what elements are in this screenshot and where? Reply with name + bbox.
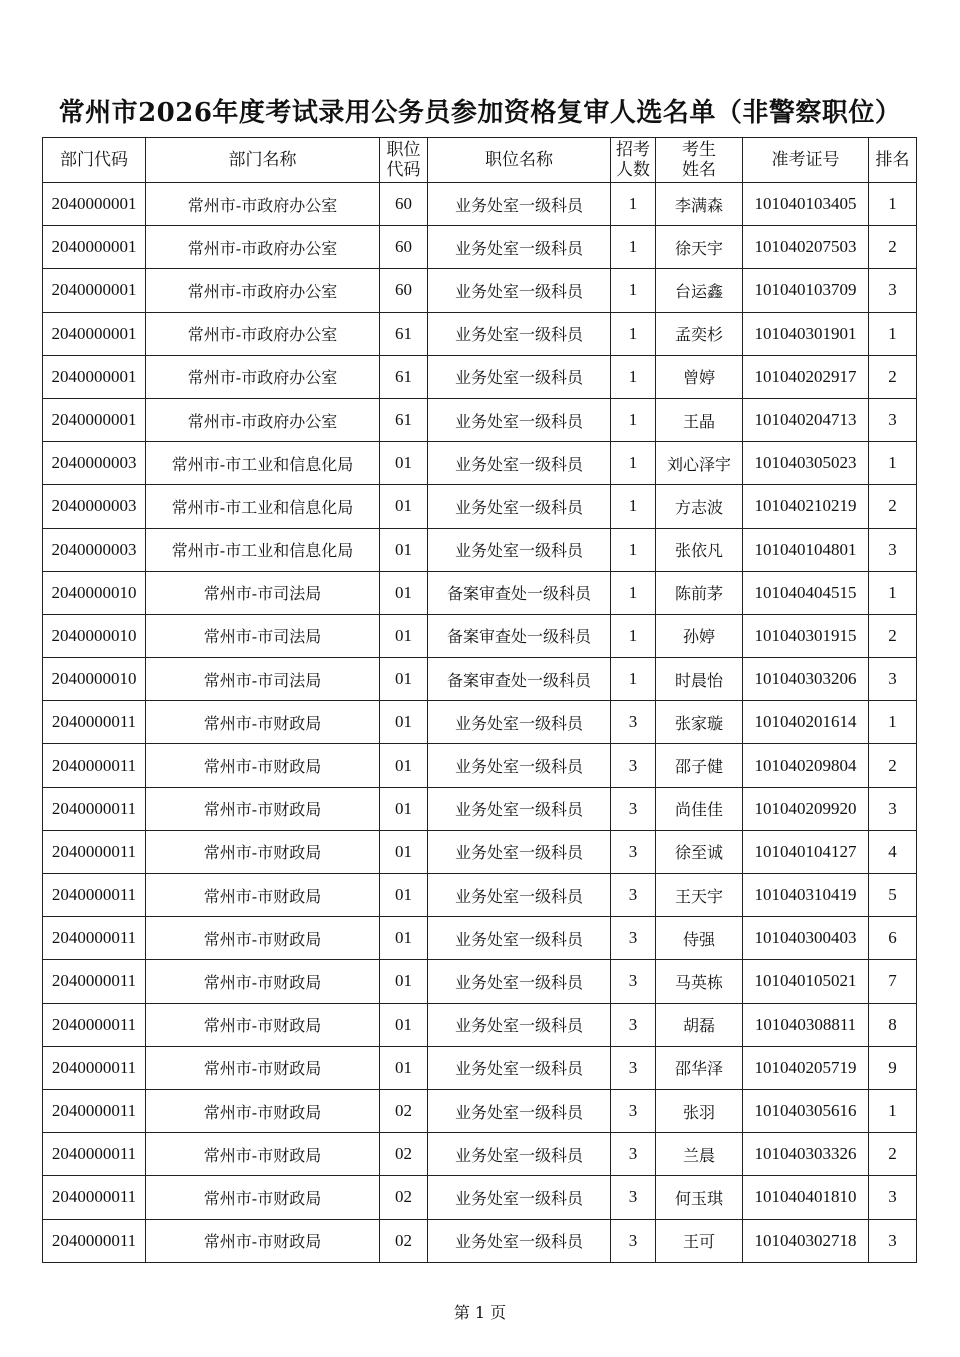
cell-candidate-name: 王晶 <box>656 398 743 441</box>
cell-recruit-count: 3 <box>611 874 656 917</box>
table-row <box>43 571 917 614</box>
cell-rank: 9 <box>869 1046 917 1089</box>
cell-position-name: 业务处室一级科员 <box>428 1003 611 1046</box>
cell-rank: 1 <box>869 701 917 744</box>
cell-position-code: 61 <box>380 355 428 398</box>
cell-dept-code: 2040000001 <box>43 355 146 398</box>
cell-exam-number: 101040103709 <box>743 269 869 312</box>
cell-candidate-name: 李满森 <box>656 183 743 226</box>
cell-position-code: 01 <box>380 658 428 701</box>
cell-dept-code: 2040000001 <box>43 226 146 269</box>
cell-dept-name: 常州市-市政府办公室 <box>146 312 380 355</box>
cell-dept-code: 2040000011 <box>43 1133 146 1176</box>
cell-dept-code: 2040000011 <box>43 1003 146 1046</box>
cell-dept-code: 2040000011 <box>43 960 146 1003</box>
cell-dept-code: 2040000010 <box>43 571 146 614</box>
cell-position-name: 备案审查处一级科员 <box>428 571 611 614</box>
cell-dept-name: 常州市-市政府办公室 <box>146 226 380 269</box>
cell-dept-name: 常州市-市政府办公室 <box>146 398 380 441</box>
table-row <box>43 355 917 398</box>
table-row <box>43 442 917 485</box>
cell-exam-number: 101040301915 <box>743 614 869 657</box>
cell-position-code: 02 <box>380 1089 428 1132</box>
cell-position-code: 02 <box>380 1219 428 1262</box>
cell-rank: 1 <box>869 312 917 355</box>
header-position-code: 职位 代码 <box>380 138 428 183</box>
cell-dept-name: 常州市-市工业和信息化局 <box>146 442 380 485</box>
cell-rank: 2 <box>869 226 917 269</box>
cell-recruit-count: 3 <box>611 787 656 830</box>
cell-recruit-count: 1 <box>611 614 656 657</box>
cell-candidate-name: 陈前茅 <box>656 571 743 614</box>
cell-dept-name: 常州市-市财政局 <box>146 744 380 787</box>
cell-position-name: 业务处室一级科员 <box>428 830 611 873</box>
cell-dept-name: 常州市-市政府办公室 <box>146 355 380 398</box>
cell-rank: 3 <box>869 1219 917 1262</box>
cell-position-code: 01 <box>380 442 428 485</box>
cell-candidate-name: 何玉琪 <box>656 1176 743 1219</box>
cell-candidate-name: 王可 <box>656 1219 743 1262</box>
cell-dept-name: 常州市-市政府办公室 <box>146 269 380 312</box>
cell-candidate-name: 张依凡 <box>656 528 743 571</box>
cell-exam-number: 101040202917 <box>743 355 869 398</box>
cell-exam-number: 101040209920 <box>743 787 869 830</box>
cell-rank: 1 <box>869 183 917 226</box>
cell-candidate-name: 王天宇 <box>656 874 743 917</box>
cell-recruit-count: 1 <box>611 355 656 398</box>
cell-dept-code: 2040000011 <box>43 744 146 787</box>
cell-rank: 2 <box>869 485 917 528</box>
cell-position-name: 业务处室一级科员 <box>428 1219 611 1262</box>
table-row <box>43 744 917 787</box>
cell-position-name: 业务处室一级科员 <box>428 917 611 960</box>
table-row <box>43 874 917 917</box>
cell-dept-name: 常州市-市司法局 <box>146 658 380 701</box>
table-row <box>43 1046 917 1089</box>
cell-position-name: 业务处室一级科员 <box>428 312 611 355</box>
cell-candidate-name: 邵华泽 <box>656 1046 743 1089</box>
cell-recruit-count: 3 <box>611 1003 656 1046</box>
cell-dept-name: 常州市-市司法局 <box>146 614 380 657</box>
cell-recruit-count: 3 <box>611 1219 656 1262</box>
cell-exam-number: 101040204713 <box>743 398 869 441</box>
cell-candidate-name: 侍强 <box>656 917 743 960</box>
cell-dept-name: 常州市-市财政局 <box>146 701 380 744</box>
cell-position-name: 业务处室一级科员 <box>428 787 611 830</box>
cell-recruit-count: 3 <box>611 917 656 960</box>
cell-position-name: 业务处室一级科员 <box>428 226 611 269</box>
table-row <box>43 1003 917 1046</box>
cell-dept-code: 2040000011 <box>43 830 146 873</box>
cell-rank: 3 <box>869 1176 917 1219</box>
cell-recruit-count: 1 <box>611 269 656 312</box>
cell-dept-code: 2040000011 <box>43 1219 146 1262</box>
cell-rank: 3 <box>869 528 917 571</box>
cell-rank: 3 <box>869 398 917 441</box>
cell-candidate-name: 方志波 <box>656 485 743 528</box>
cell-recruit-count: 1 <box>611 398 656 441</box>
table-row <box>43 830 917 873</box>
cell-position-code: 01 <box>380 744 428 787</box>
cell-candidate-name: 刘心泽宇 <box>656 442 743 485</box>
cell-dept-code: 2040000003 <box>43 442 146 485</box>
cell-dept-code: 2040000001 <box>43 398 146 441</box>
cell-position-name: 备案审查处一级科员 <box>428 614 611 657</box>
cell-candidate-name: 兰晨 <box>656 1133 743 1176</box>
cell-dept-code: 2040000001 <box>43 269 146 312</box>
cell-position-code: 01 <box>380 1003 428 1046</box>
table-row <box>43 1176 917 1219</box>
cell-recruit-count: 1 <box>611 571 656 614</box>
cell-dept-code: 2040000003 <box>43 485 146 528</box>
cell-dept-name: 常州市-市财政局 <box>146 1089 380 1132</box>
cell-rank: 2 <box>869 1133 917 1176</box>
cell-candidate-name: 邵子健 <box>656 744 743 787</box>
cell-dept-name: 常州市-市财政局 <box>146 1133 380 1176</box>
cell-recruit-count: 1 <box>611 528 656 571</box>
cell-dept-code: 2040000003 <box>43 528 146 571</box>
table-row <box>43 787 917 830</box>
cell-position-code: 61 <box>380 398 428 441</box>
cell-position-name: 业务处室一级科员 <box>428 874 611 917</box>
cell-recruit-count: 3 <box>611 960 656 1003</box>
table-row <box>43 614 917 657</box>
cell-position-code: 01 <box>380 485 428 528</box>
table-row <box>43 701 917 744</box>
header-exam-number: 准考证号 <box>743 138 869 183</box>
cell-dept-code: 2040000010 <box>43 658 146 701</box>
cell-rank: 2 <box>869 744 917 787</box>
table-row <box>43 183 917 226</box>
cell-dept-code: 2040000011 <box>43 874 146 917</box>
cell-exam-number: 101040210219 <box>743 485 869 528</box>
cell-position-code: 61 <box>380 312 428 355</box>
cell-recruit-count: 1 <box>611 658 656 701</box>
cell-position-name: 业务处室一级科员 <box>428 744 611 787</box>
cell-exam-number: 101040310419 <box>743 874 869 917</box>
cell-exam-number: 101040105021 <box>743 960 869 1003</box>
cell-dept-name: 常州市-市工业和信息化局 <box>146 528 380 571</box>
cell-position-code: 01 <box>380 571 428 614</box>
cell-position-name: 业务处室一级科员 <box>428 355 611 398</box>
cell-exam-number: 101040209804 <box>743 744 869 787</box>
cell-position-code: 01 <box>380 960 428 1003</box>
cell-candidate-name: 徐至诚 <box>656 830 743 873</box>
cell-recruit-count: 1 <box>611 312 656 355</box>
cell-position-name: 业务处室一级科员 <box>428 528 611 571</box>
cell-position-code: 01 <box>380 528 428 571</box>
cell-candidate-name: 曾婷 <box>656 355 743 398</box>
cell-position-code: 02 <box>380 1176 428 1219</box>
cell-exam-number: 101040103405 <box>743 183 869 226</box>
table-row <box>43 528 917 571</box>
cell-dept-code: 2040000011 <box>43 701 146 744</box>
cell-exam-number: 101040305616 <box>743 1089 869 1132</box>
table-row <box>43 1133 917 1176</box>
cell-position-name: 业务处室一级科员 <box>428 183 611 226</box>
table-row <box>43 1219 917 1262</box>
cell-candidate-name: 台运鑫 <box>656 269 743 312</box>
cell-candidate-name: 马英栋 <box>656 960 743 1003</box>
cell-position-code: 01 <box>380 701 428 744</box>
cell-position-name: 业务处室一级科员 <box>428 1046 611 1089</box>
cell-dept-code: 2040000001 <box>43 312 146 355</box>
cell-dept-code: 2040000011 <box>43 1176 146 1219</box>
cell-rank: 3 <box>869 787 917 830</box>
cell-rank: 5 <box>869 874 917 917</box>
cell-position-name: 业务处室一级科员 <box>428 442 611 485</box>
cell-dept-code: 2040000001 <box>43 183 146 226</box>
cell-exam-number: 101040207503 <box>743 226 869 269</box>
cell-position-name: 业务处室一级科员 <box>428 1089 611 1132</box>
cell-rank: 7 <box>869 960 917 1003</box>
cell-dept-code: 2040000010 <box>43 614 146 657</box>
cell-position-code: 01 <box>380 874 428 917</box>
cell-exam-number: 101040305023 <box>743 442 869 485</box>
cell-dept-name: 常州市-市工业和信息化局 <box>146 485 380 528</box>
cell-recruit-count: 3 <box>611 701 656 744</box>
cell-exam-number: 101040401810 <box>743 1176 869 1219</box>
cell-position-code: 01 <box>380 1046 428 1089</box>
table-row <box>43 658 917 701</box>
cell-exam-number: 101040303326 <box>743 1133 869 1176</box>
table-row <box>43 226 917 269</box>
cell-candidate-name: 时晨怡 <box>656 658 743 701</box>
table-row <box>43 960 917 1003</box>
cell-position-code: 60 <box>380 183 428 226</box>
cell-dept-name: 常州市-市司法局 <box>146 571 380 614</box>
cell-position-code: 02 <box>380 1133 428 1176</box>
cell-dept-code: 2040000011 <box>43 787 146 830</box>
cell-recruit-count: 3 <box>611 1046 656 1089</box>
cell-dept-name: 常州市-市财政局 <box>146 1003 380 1046</box>
cell-exam-number: 101040302718 <box>743 1219 869 1262</box>
cell-recruit-count: 3 <box>611 1089 656 1132</box>
cell-rank: 3 <box>869 658 917 701</box>
cell-position-name: 业务处室一级科员 <box>428 1176 611 1219</box>
cell-dept-name: 常州市-市财政局 <box>146 830 380 873</box>
cell-position-code: 01 <box>380 830 428 873</box>
cell-recruit-count: 3 <box>611 1176 656 1219</box>
cell-position-name: 备案审查处一级科员 <box>428 658 611 701</box>
cell-position-code: 60 <box>380 226 428 269</box>
cell-position-code: 01 <box>380 917 428 960</box>
cell-candidate-name: 张家璇 <box>656 701 743 744</box>
cell-rank: 8 <box>869 1003 917 1046</box>
cell-dept-name: 常州市-市财政局 <box>146 1176 380 1219</box>
cell-dept-name: 常州市-市财政局 <box>146 917 380 960</box>
candidate-table <box>42 137 917 1263</box>
header-rank: 排名 <box>869 138 917 183</box>
cell-dept-name: 常州市-市政府办公室 <box>146 183 380 226</box>
cell-position-code: 01 <box>380 787 428 830</box>
cell-position-name: 业务处室一级科员 <box>428 701 611 744</box>
cell-exam-number: 101040205719 <box>743 1046 869 1089</box>
cell-recruit-count: 1 <box>611 485 656 528</box>
cell-rank: 2 <box>869 614 917 657</box>
cell-exam-number: 101040301901 <box>743 312 869 355</box>
cell-candidate-name: 徐天宇 <box>656 226 743 269</box>
cell-position-code: 60 <box>380 269 428 312</box>
document-title: 常州市2026年度考试录用公务员参加资格复审人选名单（非警察职位） <box>58 98 902 128</box>
cell-exam-number: 101040300403 <box>743 917 869 960</box>
cell-exam-number: 101040404515 <box>743 571 869 614</box>
header-dept-name: 部门名称 <box>146 138 380 183</box>
table-row <box>43 398 917 441</box>
cell-dept-code: 2040000011 <box>43 917 146 960</box>
cell-recruit-count: 1 <box>611 442 656 485</box>
cell-recruit-count: 1 <box>611 226 656 269</box>
cell-position-name: 业务处室一级科员 <box>428 269 611 312</box>
table-row <box>43 917 917 960</box>
cell-position-name: 业务处室一级科员 <box>428 398 611 441</box>
cell-recruit-count: 3 <box>611 1133 656 1176</box>
cell-candidate-name: 张羽 <box>656 1089 743 1132</box>
cell-rank: 2 <box>869 355 917 398</box>
cell-position-name: 业务处室一级科员 <box>428 960 611 1003</box>
table-row <box>43 312 917 355</box>
cell-recruit-count: 3 <box>611 744 656 787</box>
cell-rank: 1 <box>869 1089 917 1132</box>
cell-dept-name: 常州市-市财政局 <box>146 787 380 830</box>
cell-exam-number: 101040104801 <box>743 528 869 571</box>
table-row <box>43 1089 917 1132</box>
cell-candidate-name: 胡磊 <box>656 1003 743 1046</box>
cell-candidate-name: 尚佳佳 <box>656 787 743 830</box>
cell-exam-number: 101040308811 <box>743 1003 869 1046</box>
cell-dept-code: 2040000011 <box>43 1089 146 1132</box>
cell-rank: 3 <box>869 269 917 312</box>
cell-position-name: 业务处室一级科员 <box>428 1133 611 1176</box>
header-recruit-count: 招考 人数 <box>611 138 656 183</box>
header-candidate-name: 考生 姓名 <box>656 138 743 183</box>
table-row <box>43 485 917 528</box>
cell-position-name: 业务处室一级科员 <box>428 485 611 528</box>
cell-recruit-count: 3 <box>611 830 656 873</box>
table-row <box>43 269 917 312</box>
cell-dept-code: 2040000011 <box>43 1046 146 1089</box>
cell-recruit-count: 1 <box>611 183 656 226</box>
cell-candidate-name: 孙婷 <box>656 614 743 657</box>
cell-exam-number: 101040303206 <box>743 658 869 701</box>
header-position-name: 职位名称 <box>428 138 611 183</box>
cell-position-code: 01 <box>380 614 428 657</box>
page-number: 第 1 页 <box>453 1303 507 1322</box>
cell-rank: 6 <box>869 917 917 960</box>
cell-exam-number: 101040201614 <box>743 701 869 744</box>
header-dept-code: 部门代码 <box>43 138 146 183</box>
table-header-row <box>43 138 917 183</box>
cell-dept-name: 常州市-市财政局 <box>146 960 380 1003</box>
cell-dept-name: 常州市-市财政局 <box>146 1219 380 1262</box>
cell-exam-number: 101040104127 <box>743 830 869 873</box>
cell-rank: 1 <box>869 442 917 485</box>
cell-dept-name: 常州市-市财政局 <box>146 1046 380 1089</box>
cell-dept-name: 常州市-市财政局 <box>146 874 380 917</box>
cell-candidate-name: 孟奕杉 <box>656 312 743 355</box>
cell-rank: 4 <box>869 830 917 873</box>
cell-rank: 1 <box>869 571 917 614</box>
